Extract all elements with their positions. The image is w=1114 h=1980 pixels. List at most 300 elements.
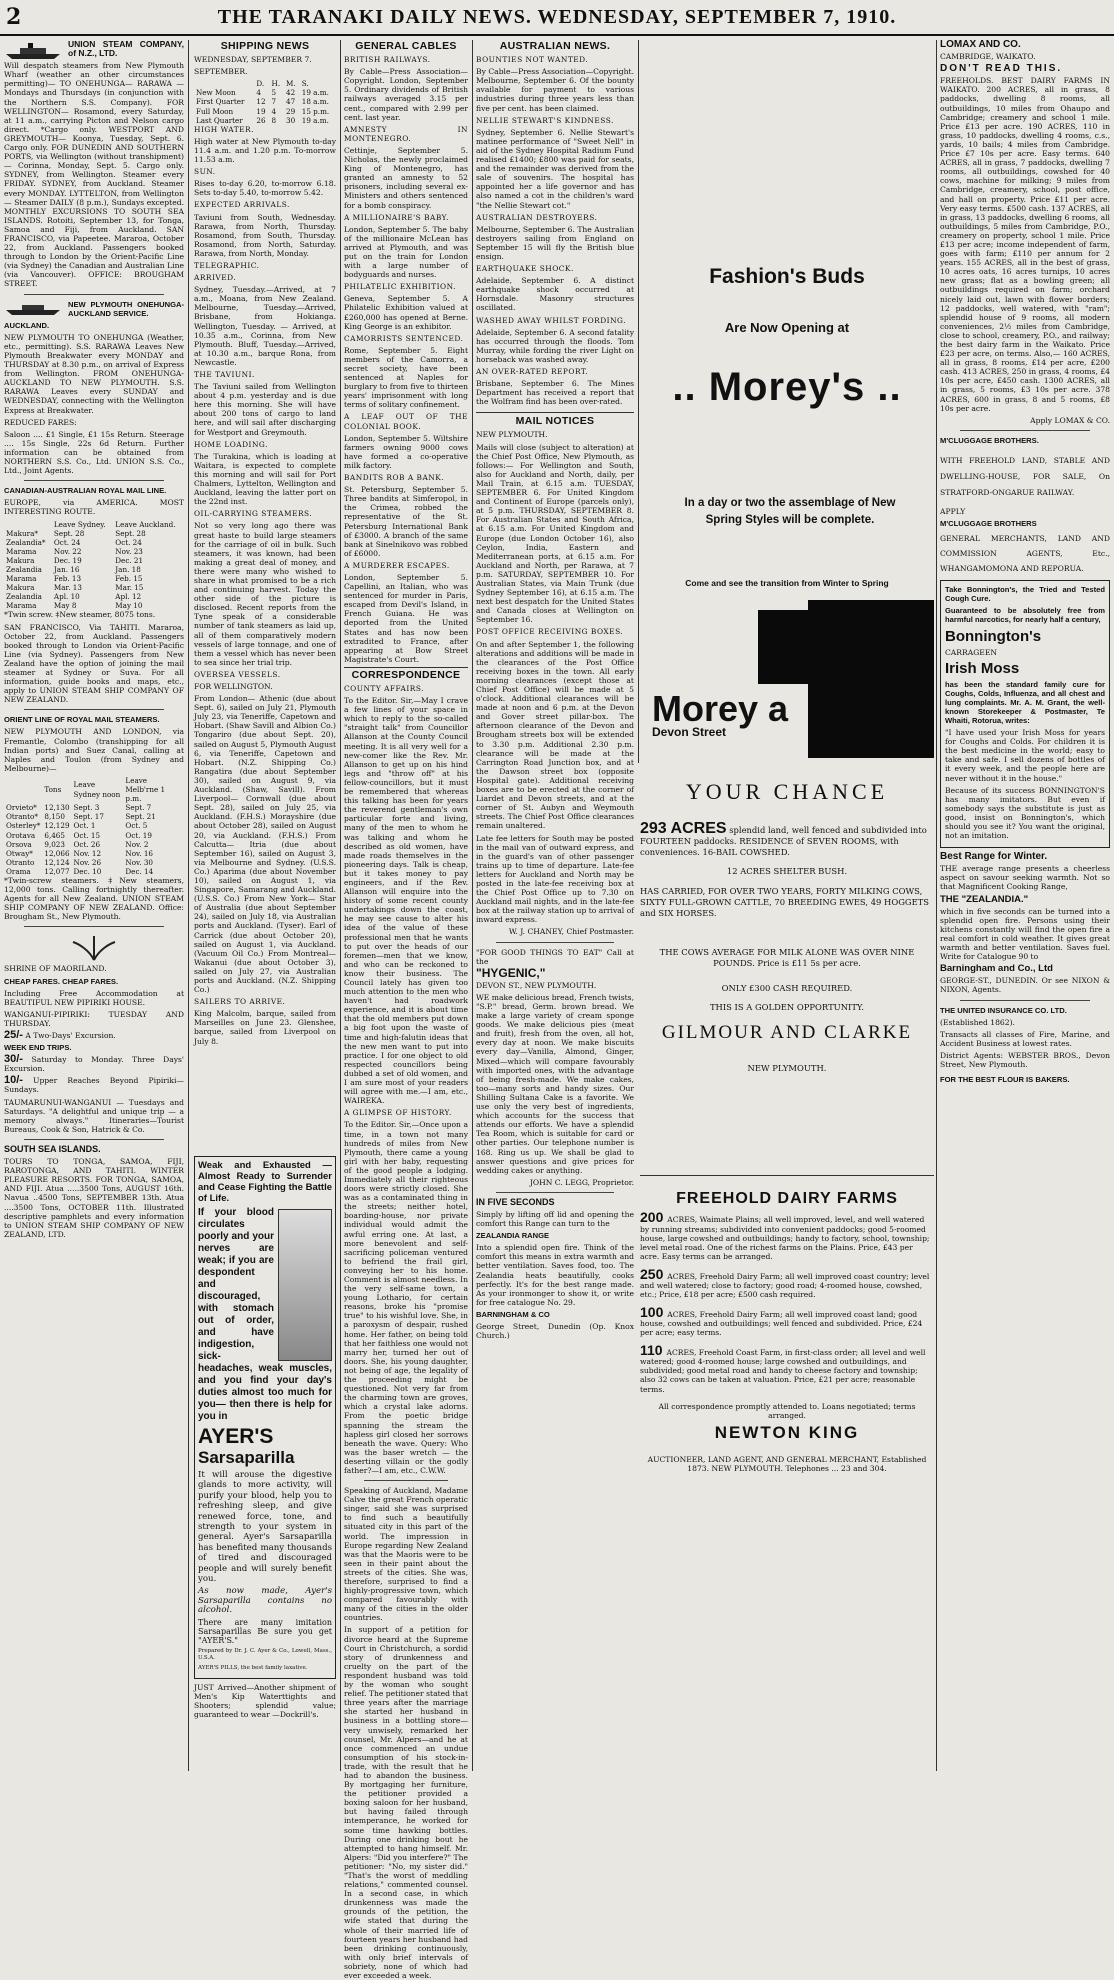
zeal-firm: Barningham and Co., Ltd <box>940 963 1053 975</box>
table-cell: 12,129 <box>44 821 70 831</box>
table-cell: Orsova <box>6 839 32 849</box>
mcl-head: M'CLUGGAGE BROTHERS. <box>940 435 1039 445</box>
leaf-body: London, September 5. Wiltshire farmers owning 9000 cows have formed a co-operative milk factory. <box>344 433 468 470</box>
phil-head: PHILATELIC EXHIBITION. <box>344 282 456 292</box>
freehold-description: ACRES, Freehold Coast Farm, in first-class order; all level and well watered; good 4-roomed house; large cowshed and outbuildings, and subdivided; good metal road and handy to cheese factory and township; also 32 cows can be taken at valuation. Price, £21 per acre; reasonable terms. <box>640 1347 926 1394</box>
oil-body: Not so very long ago there was great haste to build large steamers for the carriage of oil in bulk. Such steamers, it was known, had been making a great deal of money, and there were many who wished to share in what promised to be a rich and continuing harvest. Today the other side of the picture is disclosed. Recent reports from the Tyne speak of a considerable number of tank steamers as laid up, all of them comparatively modern vessels of large tonnage, and one of them a vessel which has never been to sea since her trial trip. <box>194 521 336 667</box>
table-cell: Apl. 12 <box>115 592 142 602</box>
zeal-body: THE average range presents a cheerless aspect on savour seeking warmth. Not so that Magnificent Cooking Range, <box>940 864 1110 892</box>
list-item <box>640 1303 934 1338</box>
mail-sub: NEW PLYMOUTH. <box>476 430 548 440</box>
column-shipping-news <box>194 40 336 1149</box>
list-item <box>640 1265 934 1300</box>
ins-body: Transacts all classes of Fire, Marine, and Accident Business at lowest rates. <box>940 1029 1110 1048</box>
table-cell: Sept. 28 <box>53 528 85 538</box>
table-cell: Apl. 10 <box>53 592 80 602</box>
table-cell: Zealandia <box>6 592 42 602</box>
table-cell: Mar. 13 <box>53 583 82 593</box>
table-cell: Osterley* <box>6 821 41 831</box>
range-addr: George Street, Dunedin (Op. Knox Church.) <box>476 1322 634 1341</box>
table-row <box>4 565 184 574</box>
orient-schedule-table <box>4 776 184 876</box>
table-cell: Makura* <box>6 528 38 538</box>
box-body: On and after September 1, the following alterations and additions will be made in the clearances of the Post Office receiving boxes in the town. All early morning clearances (except those at Chief Post Office) will be made at 5 o'clock. Additional clearances will be made at noon and 6 p.m. at the Devon and Gover street pillar-box. The afternoon clearance of the Devon and Brougham streets box will be extended to 3.30 p.m. Additional 2.30 p.m. clearance will be made at the Carrington Road Junction box, and at the Dawson street box (opposite Hospital gate). Additional receiving boxes are to be erected at the corner of Liardet and Devon streets, and at the corner of St. Aubyn and Weymouth streets. The Chief Post Office clearances remain unaltered. <box>476 639 634 831</box>
table-cell: 15 p.m. <box>301 106 330 116</box>
ayer-brand1: AYER'S <box>198 1425 274 1448</box>
table-cell: Sept. 17 <box>73 812 104 822</box>
table-header-row <box>4 776 184 803</box>
bon-body2: has been the standard family cure for Coughs, Colds, Influenza, and all chest and lung complaints. Mr. A. M. Grant, the well-known Storekeeper & Postmaster, Te Whaiti, Rotorua, writes: <box>945 679 1105 725</box>
arrived-head: ARRIVED. <box>194 273 237 283</box>
table-cell: Makura <box>6 583 35 593</box>
table-row <box>194 97 336 106</box>
table-row <box>194 88 336 97</box>
table-row <box>4 858 184 867</box>
table-cell: Sept. 3 <box>73 803 100 813</box>
table-row <box>4 574 184 583</box>
ins-agents: District Agents: WEBSTER BROS., Devon Street, New Plymouth. <box>940 1050 1110 1069</box>
oil-head: OIL-CARRYING STEAMERS. <box>194 509 313 519</box>
freehold-agent-sub: AUCTIONEER, LAND AGENT, AND GENERAL MERCHANT, Established 1873. NEW PLYMOUTH. Telephones ... 23 and 304. <box>647 1454 927 1473</box>
chance-head: YOUR CHANCE <box>685 779 889 804</box>
table-cell: Oct. 24 <box>115 537 142 547</box>
glimpse-body: To the Editor. Sir,—Once upon a time, in a town not many hundreds of miles from New Plymouth, there came a young girl with her baby, requesting of the good people a lodging. Immediately all their righteous doors were strictly closed. She was as a contaminated thing in the streets; neither hotel, boarding-house, nor private individual would admit the awful erring one. At last, a more benevolent and self-sacrificing policeman ventured to befriend the frail girl, conveying her to his home. Comment is almost needless. In the very self-same town, a young Lothario, for certain reasons, broke his "promise true" to his wishful love. She, in a paroxysm of despair, rushed home. Her father, on being told that her faithless one would not marry her, turned her out of doors. She, his young daughter, not being of age, the legality of the proceeding might be questioned. Not very far from the charming town are groves, which a crystal lake adorns. From the poetic bridge spanning the stream the hapless girl closed her sorrows beneath the wave. Query: Who was the baser wretch — the deserting villain or the godly father?—I am, etc., C.W.W. <box>344 1120 468 1475</box>
table-cell: Orotava <box>6 830 36 840</box>
sseas-head: SOUTH SEA ISLANDS. <box>4 1143 101 1154</box>
wang-price: 25/- <box>4 1029 23 1041</box>
ford-head: WASHED AWAY WHILST FORDING. <box>476 315 627 325</box>
table-cell: Zealandia* <box>6 537 46 547</box>
bon-body: Guaranteed to be absolutely free from harmful narcotics, for nearly half a century, <box>945 606 1105 625</box>
cheap-head: CHEAP FARES. CHEAP FARES. <box>4 976 119 986</box>
table-header-cell <box>194 79 254 88</box>
table-cell: Jan. 18 <box>115 564 141 574</box>
chance-firm-addr: NEW PLYMOUTH. <box>747 1062 827 1073</box>
correspondence-head: CORRESPONDENCE <box>344 667 468 680</box>
table-cell: 7 <box>271 97 277 107</box>
table-cell: New Moon <box>196 88 236 98</box>
band-head: BANDITS ROB A BANK. <box>344 473 445 483</box>
freehold-footer: All correspondence promptly attended to. Loans negotiated; terms arranged. <box>658 1402 916 1421</box>
table-cell: 12,077 <box>44 866 70 876</box>
table-cell: Orvieto* <box>6 803 37 813</box>
table-cell: 8,150 <box>44 812 65 822</box>
table-cell: Dec. 19 <box>53 555 82 565</box>
lomax-sub: CAMBRIDGE, WAIKATO. <box>940 52 1036 62</box>
quake-body: Adelaide, September 6. A distinct earthquake shock occurred at Hornsdale. Masonry structures oscillated. <box>476 276 634 313</box>
table-cell: Dec. 14 <box>125 866 154 876</box>
chance-body2: HAS CARRIED, FOR OVER TWO YEARS, FORTY MILKING COWS, SIXTY FULL-GROWN CATTLE, 70 BREEDING EWES, 49 HOGGETS and SIX HORSES. <box>640 885 930 918</box>
table-cell: 12 <box>256 97 266 107</box>
table-cell: First Quarter <box>196 97 245 107</box>
table-row <box>4 812 184 821</box>
table-cell: 30 <box>286 115 296 125</box>
ayer-note4: AYER'S PILLS, the best family laxative. <box>198 1665 308 1672</box>
chance-body1: splendid land, well fenced and subdivided into FOURTEEN paddocks. RESIDENCE of SEVEN ROOMS, with conveniences. 16-BAIL COWSHED. <box>640 825 927 857</box>
table-cell: 12,066 <box>44 848 70 858</box>
murd-head: A MURDERER ESCAPES. <box>344 560 450 570</box>
bon-quote: "I have used your Irish Moss for years for Coughs and Colds. For children it is the best medicine in the world; easy to take and safe. I sell dozens of bottles of it every week, and the people here are never without it in the house." <box>945 728 1105 783</box>
chance-acres: 293 ACRES <box>640 820 727 837</box>
table-header-cell: Leave Sydney. <box>53 519 106 529</box>
table-cell: Nov. 16 <box>125 848 153 858</box>
table-row <box>4 803 184 812</box>
trip1-text: Saturday to Monday. Three Days' Excursion. <box>4 1055 184 1074</box>
freehold-description: ACRES, Freehold Dairy Farm; all well improved coast country; level and well watered; close to factory; good road; 4-roomed house, cowshed, etc.; Price, £18 per acre; £500 cash required. <box>640 1271 930 1300</box>
table-cell: Dec. 10 <box>73 866 102 876</box>
table-row <box>194 107 336 116</box>
table-cell: 42 <box>286 88 296 98</box>
hyg-body: WE make delicious bread, French twists, "S.P." bread, Germ. brown bread. We make a large variety of cream sponge goods. We make delicious pies (meat and fruit), fresh from the oven, all hot, every day at noon. We make biscuits every day—Vanilla, Almond, Ginger, Mixed—which will compare favourably with imported ones, with the advantage of being fresh-made. We make cakes, too—many sorts and handy sizes. Our Shilling Sultana Cake is a favorite. We use only the very best of ingredients, which accounts for the success that attends our efforts. We have a splendid Tea Room, which is suitable for card or other parties. Our telephone number is 168. Ring us up. We shall be glad to answer questions and give prices for wedding cakes or anything. <box>476 992 634 1175</box>
arr-head: EXPECTED ARRIVALS. <box>194 200 290 210</box>
table-cell: 47 <box>286 97 296 107</box>
freehold-description: ACRES, Freehold Dairy Farm; all well improved coast land; good house, cowshed and outbuildings; well fenced and subdivided. Price, £24 per acre; easy terms. <box>640 1309 923 1338</box>
table-cell: Nov. 2 <box>125 839 149 849</box>
table-cell: Otranto <box>6 857 35 867</box>
range-body: Simply by lifting off lid and opening the comfort this Range can turn to the <box>476 1209 634 1229</box>
nell-head: NELLIE STEWART'S KINDNESS. <box>476 115 614 125</box>
column-rule <box>936 40 937 1771</box>
orient-body: NEW PLYMOUTH AND LONDON, via Fremantle, Colombo (transhipping for all Indian ports) and Suez Canal, calling at Naples and Toulon (from Sydney and Melbourne)— <box>4 727 184 773</box>
mail-body: Mails will close (subject to alteration) at the Chief Post Office, New Plymouth, as follows:— For Wellington and South, also for Auckland and North, daily, per Mail Train, at 6.15 a.m. TUESDAY, SEPTEMBER 6. For United Kingdom and Continent of Europe (parcels only), at 5 p.m. THURSDAY, SEPTEMBER 8. For Australian States and South Africa, at 6.15 a.m. For United Kingdom and Europe (due London October 16), also Ceylon, India, Eastern and Mediterranean ports, at 6.15 a.m. For Auckland and North, per Rarawa, at 7 p.m. SATURDAY, SEPTEMBER 10. For Australian States, via Main Trunk (due Sydney September 16), at 6.15 a.m. The next best despatch for the United States and Canada closes at Wellington on September 16. <box>476 442 634 625</box>
arr-body: Taviuni from South, Wednesday. Rarawa, from North, Thursday. Rosamond, from South, Thursday. Rosamond, from North, Saturday. Rarawa, from North, Monday. <box>194 212 336 258</box>
freehold-agent: NEWTON KING <box>714 1423 860 1443</box>
moon-phase-table <box>194 79 336 124</box>
canadian-schedule-table <box>4 520 184 611</box>
redacted-block <box>808 600 934 758</box>
table-cell: Nov. 12 <box>73 848 102 858</box>
morey-line4: Come and see the transition from Winter to Spring <box>685 578 889 588</box>
hw-head: HIGH WATER. <box>194 124 254 134</box>
morey-line2: Are Now Opening at <box>724 320 850 335</box>
steamer-icon <box>4 300 64 316</box>
orient-head: ORIENT LINE OF ROYAL MAIL STEAMERS. <box>4 715 160 725</box>
australian-news-head: AUSTRALIAN NEWS. <box>499 40 611 52</box>
morey-street: Devon Street <box>652 725 727 739</box>
chance-gold: THIS IS A GOLDEN OPPORTUNITY. <box>709 1002 865 1013</box>
brit-body: By Cable—Press Association—Copyright. London, September 5. Ordinary dividends of British railways averaged 3.15 per cent., compared with 2.99 per cent. last year. <box>344 67 468 122</box>
ins-head: THE UNITED INSURANCE CO. LTD. <box>940 1005 1067 1015</box>
table-row <box>4 556 184 565</box>
table-row <box>4 601 184 610</box>
dockrill-notice: JUST Arrived—Another shipment of Men's Kip Waterttights and Shooters; splendid value; guaranteed to wear —Dockrill's. <box>194 1683 336 1720</box>
moon-head: SEPTEMBER. <box>194 67 248 77</box>
freehold-head: FREEHOLD DAIRY FARMS <box>676 1190 898 1207</box>
home-body: The Turakina, which is loading at Waitara, is expected to complete this morning and will sail for Port Chalmers, Lyttelton, Wellington and Auckland, leaving the latter port on the 22nd inst. <box>194 451 336 507</box>
table-cell: Nov. 26 <box>73 857 102 867</box>
freehold-acres: 100 <box>640 1303 668 1320</box>
freehold-acres: 110 <box>640 1341 667 1358</box>
table-cell: 4 <box>256 88 261 98</box>
column-rule <box>188 40 189 1771</box>
zeal-head: Best Range for Winter. <box>940 851 1048 863</box>
table-header-cell: Leave Sydney noon <box>73 780 121 799</box>
range-body2: Into a splendid open fire. Think of the comfort this means in extra warmth and better ventilation. Saves food, too. The Zealandia heats beautifully, cooks perfectly. It's for the best range made. As your ironmonger to show it, or write for free catalogue No. 29. <box>476 1243 634 1307</box>
lomax-dont: DON'T READ THIS. <box>940 63 1063 75</box>
table-cell: Zealandia <box>6 564 42 574</box>
zeal-body2: which in five seconds can be turned into a splendid open fire. Persons using their kitchens constantly will find the open fire a real comfort in cold weather. It gives great warmth and better ventilation. Saves fuel. Write for Catalogue 90 to <box>940 906 1110 962</box>
column-general-cables <box>344 40 468 1980</box>
dest-head: AUSTRALIAN DESTROYERS. <box>476 212 598 222</box>
table-row <box>4 547 184 556</box>
cam-head: CAMORRISTS SENTENCED. <box>344 333 464 343</box>
chance-firm: GILMOUR AND CLARKE <box>661 1021 913 1043</box>
shipping-date: WEDNESDAY, SEPTEMBER 7. <box>194 55 312 65</box>
table-header-cell: S. <box>301 79 309 89</box>
mcl-body: WITH FREEHOLD LAND, STABLE AND DWELLING-HOUSE, FOR SALE, On STRATFORD-ONGARUE RAILWAY. <box>940 455 1110 497</box>
table-cell: Last Quarter <box>196 115 243 125</box>
table-cell: Sept. 21 <box>125 812 156 822</box>
leaf-head: A LEAF OUT OF THE COLONIAL BOOK. <box>344 412 468 431</box>
trip1-price: 30/- <box>4 1053 23 1066</box>
table-cell: 18 a.m. <box>301 97 329 107</box>
amn-body: Cettinje, September 5. Nicholas, the newly proclaimed King of Montenegro, has granted an amnesty to 52 prisoners, including several ex-Ministers and others sentenced for a bomb conspiracy. <box>344 145 468 210</box>
lomax-body: FREEHOLDS. BEST DAIRY FARMS IN WAIKATO. 200 ACRES, all in grass, 8 paddocks, dwelling 8 rooms, all outbuildings, 10 miles from Ohaupo and Cambridge; creamery and school 1 mile. Price £13 per acre. 190 ACRES, 110 in grass, 10 paddocks, dwelling 4 rooms, c.s., yards, 10 bails; 4 miles from Cambridge. Price £7 10s per acre. Easy terms. 640 ACRES, all in grass, 7 paddocks, dwelling 7 rooms, all outbuildings, cowshed for 40 cows, machine for milking; 9 miles from Cambridge, creamery, school, post office, and hall on property. Price £11 per acre. Very easy terms. £500 cash. 137 ACRES, all in grass, 13 paddocks, dwelling 6 rooms, all outbuildings, 5 miles from Cambridge, P.O., creamery on property, school 1 mile. Price £13 per acre; income independent of farm, goes with farm; £110 per annum for 2 years. 155 ACRES, all in the best of grass, 10 acres oats, 16 acres turnips, 10 acres new grass; flat as a bowling green; all outbuildings required on farm; orchard nicely laid out, lawn with flower borders; 12 paddocks, well watered, with "ram"; splendid house of 9 rooms, all modern conveniences, 2½ miles from Cambridge, close to school, creamery, P.O., and railway; the best dairy farm in the Waikato. Price £23 per acre, on terms. Also,— 160 ACRES, all in grass, 8 rooms, £14 per acre, £200 cash. 413 ACRES, 250 in grass, 4 rooms, £4 10s per acre, £450 cash. 1300 ACRES, all in grass, 5 rooms, £3 10s per acre. 378 ACRES, 600 in grass, 8 and 5 rooms, £8 10s per acre. <box>940 76 1110 413</box>
hyg-addr: DEVON ST., NEW PLYMOUTH. <box>476 980 597 990</box>
bount-head: BOUNTIES NOT WANTED. <box>476 55 589 65</box>
table-row <box>4 867 184 876</box>
general-cables-head: GENERAL CABLES <box>355 40 457 52</box>
freehold-acres: 250 <box>640 1265 668 1282</box>
ins-est: (Established 1862). <box>940 1017 1015 1027</box>
county-head: COUNTY AFFAIRS. <box>344 684 424 693</box>
overseas-body: From London— Athenic (due about Sept. 6), sailed on July 21, Plymouth July 23, via Teneriffe, Capetown and Hobart. (Shaw Savill and Albion Co.) Tongariro (due about Sept. 20), sailed on August 5, Plymouth August 6, via Teneriffe, Capetown and Hobart. (N.Z. Shipping Co.) Rangatira (due about September 30), sailed on August 9, via Auckland. (Shaw, Savill). From Liverpool— Cornwall (due about Sept. 28), sailed on July 25, via Auckland. (F.H.S.) Morayshire (due about October 28), sailed on August 20, via Auckland. (F.H.S.) From Calcutta— Itria (due about September 16), sailed on August 3, via Melbourne and Sydney. (U.S.S. Co.) Aparima (due about November 10), sailed on August 1, via Singapore, Samarang and Auckland. (U.S.S. Co.) From New York— Star of Australia (due about September 24), sailed on July 18, via Australian ports and Auckland. (Tyser). Earl of Carrick (due about October 20), sailed on August 1, via Auckland. (Vacuum Oil Co.) From Montreal— Wakanui (due about October 3), sailed on July 27, via Australian ports and Auckland. (N.Z. Shipping Co.) <box>194 694 336 995</box>
table-row <box>4 592 184 601</box>
ford-body: Adelaide, September 6. A second fatality has occurred through the floods. Tom Murray, while fording the river Light on horseback was washed away. <box>476 327 634 364</box>
trip2-price: 10/- <box>4 1074 23 1087</box>
sun-body: Rises to-day 6.20, to-morrow 6.18. Sets to-day 5.40, to-morrow 5.42. <box>194 179 336 198</box>
hyg-name: "HYGENIC," <box>476 965 546 980</box>
table-cell: Oct. 26 <box>73 839 101 849</box>
canadian-head: CANADIAN-AUSTRALIAN ROYAL MAIL LINE. <box>4 486 167 496</box>
table-cell: 6,465 <box>44 830 65 840</box>
late-body: Late fee letters for South may be posted in the mail van of outward express, and in the guard's van of other passenger trains up to time of departure. Late-fee letters for Auckland and North may be posted in the late-fee receiving box at the Chief Post Office up to 7.30 on Auckland mail nights, and in the late-fee box at the railway station up to arrival of inward express. <box>476 833 635 925</box>
cheap-body: Including Free Accommodation at BEAUTIFUL NEW PIPIRIKI HOUSE. <box>4 988 184 1007</box>
dest-body: Melbourne, September 6. The Australian destroyers sailing from England on September 15 will fly the British blue ensign. <box>476 224 634 261</box>
table-header-cell: M. <box>286 79 296 89</box>
range-signature: BARNINGHAM & CO <box>476 1309 550 1319</box>
lomax-head: LOMAX AND CO. <box>940 39 1021 50</box>
table-cell: 26 <box>256 115 266 125</box>
hyg-signature: JOHN C. LEGG, Proprietor. <box>529 1177 634 1187</box>
table-cell: May 8 <box>53 601 77 611</box>
range-name: ZEALANDIA RANGE <box>476 1231 550 1241</box>
sun-head: SUN. <box>194 167 216 177</box>
lomax-apply: Apply LOMAX & CO. <box>1030 415 1110 425</box>
your-chance-advertisement <box>640 770 934 1170</box>
table-cell: Sept. 28 <box>115 528 146 538</box>
uss-body: Will despatch steamers from New Plymouth Wharf (weather an other circumstances permitting)— TO ONEHUNGA— RARAWA — Mondays and Thursdays (in conjunction with the Northern S.S. Company). FOR WELLINGTON— Rosamond, every Saturday, at 11 a.m., carrying Picton and Nelson cargo direct. *Cargo only. WESTPORT AND GREYMOUTH— Koonya, Tuesday, Sept. 6. Cargo only. FOR DUNEDIN AND SOUTHERN PORTS, via Wellington (without transhipment)— Corinna, Monday, Sept. 5. Cargo only. SYDNEY, from Wellington. Steamer every FRIDAY. SYDNEY, from Auckland. Steamer every MONDAY. LYTTELTON, from Wellington— Steamer DAILY (8 p.m.), Sundays excepted. MONTHLY EXCURSIONS TO SOUTH SEA ISLANDS. Rotoiti, September 13, for Tonga, Samoa and Fiji, from Auckland. SAN FRANCISCO, via Papeetee. Mararoa, October 22, from Auckland. Passengers booked through to London by the Orient-Pacific Line (via Sydney) the Canadian and Australian Line (via Vancouver). OFFICE: BROUGHAM STREET. <box>4 61 184 289</box>
bon-sub: CARRAGEEN <box>945 647 998 657</box>
masthead <box>0 0 1114 36</box>
morey-line1: Fashion's Buds <box>709 265 865 288</box>
hyg-head: "FOR GOOD THINGS TO EAT" Call at the <box>476 947 634 966</box>
ayers-advertisement <box>194 1152 336 1773</box>
column-rule <box>638 40 639 763</box>
table-header-row <box>194 79 336 88</box>
table-cell: Oct. 19 <box>125 830 152 840</box>
table-row <box>4 840 184 849</box>
county-body: To the Editor. Sir,—May I crave a few lines of your space in which to reply to the so-called "straight talk" from Councillor Allanson at the County Council meeting. It is all very well for a new-comer like the Rev. Mr. Allanson to get up on his hind legs and "throw off" at his fellow-councillors, but it must be remembered that whereas this talking has been for years the reverend gentleman's own particular forte and living, many of the men to whom he was talking and whom he described as old women, have made roads themselves in the pioneering days. Talk is cheap, but it takes money to pay engineers, and if the Rev. Allanson will enquire into the history of some recent county undertakings down the coast, he may see cause to alter his idea of the value of these professional men that he wants to put over the heads of our foremen—men that we know, and who can be reckoned to know their business. The Council lately has given too much attention to the men who haven't had roadwork experience, and it is about time that the old members put down a big foot upon the waste of time and high-falutin ideas that the new men want to put into practice. I for one object to old respected councillors being dubbed a set of old women, and I am sure most of your readers will agree with me.—I am, etc., WAIREKA. <box>344 696 468 1106</box>
quake-head: EARTHQUAKE SHOCK. <box>476 264 574 274</box>
brit-head: BRITISH RAILWAYS. <box>344 55 431 65</box>
table-header-cell <box>4 776 42 803</box>
table-cell: Feb. 13 <box>53 574 82 584</box>
bonningtons-advertisement <box>940 580 1110 848</box>
weekend-head: WEEK END TRIPS. <box>4 1043 72 1053</box>
taviuni-body: The Taviuni sailed from Wellington about 4 p.m. yesterday and is due here this morning. She will have about 200 tons of cargo to land here, and will sail after discharging for Westport and Greymouth. <box>194 382 336 437</box>
phil-body: Geneva, September 5. A Philatelic Exhibition valued at £260,000 has opened at Berne. King George is an exhibitor. <box>344 294 468 331</box>
ayer-note2: There are many imitation Sarsaparillas Be sure you get "AYER'S." <box>198 1617 332 1645</box>
table-header-row <box>4 520 184 529</box>
table-header-cell: Leave Melb'rne 1 p.m. <box>125 775 166 804</box>
table-cell: Marama <box>6 574 37 584</box>
table-cell: 4 <box>271 106 277 116</box>
fares-body: Saloon .... £1 Single, £1 15s Return. Steerage .... 15s Single, 22s 6d Return. Further information can be obtained from NORTHERN S.S. Co., Ltd. UNION S.S. Co., Ltd., Joint Agents. <box>4 429 184 476</box>
murd-body: London, September 5. Capellini, an Italian, who was sentenced for murder in Paris, escaped from Devil's Island, in French Guiana. He was deported from the United States and has now been extradited to France, after appearing at Bow Street Magistrate's Court. <box>344 572 468 664</box>
woman-illustration <box>278 1209 332 1361</box>
tel-head: TELEGRAPHIC. <box>194 260 260 270</box>
canadian-note: *Twin screw. ‡New steamer, 8075 tons. <box>4 610 156 620</box>
newspaper-title: THE TARANAKI DAILY NEWS. WEDNESDAY, SEPTEMBER 7, 1910. <box>217 6 897 28</box>
calve-body: Speaking of Auckland, Madame Calve the great French operatic singer, said she was surprised to find such a beautifully situated city in this part of the world. The impression in Europe regarding New Zealand was that the Maoris were to be seen in their paint about the streets of the cities. She was, therefore, surprised to find a highly-progressive town, which compared favourably with many of the cities in the older countries. <box>344 1486 468 1623</box>
table-header-cell: Leave Auckland. <box>115 519 176 529</box>
table-cell: 5 <box>271 88 277 98</box>
morey-name: .. Morey's .. <box>672 365 902 409</box>
zeal-addr: GEORGE-ST., DUNEDIN. Or see NIXON & NIXON, Agents. <box>940 976 1110 995</box>
ayer-note1: As now made, Ayer's Sarsaparilla contains no alcohol. <box>198 1586 332 1615</box>
table-row <box>4 583 184 592</box>
arrived-body: Sydney, Tuesday.—Arrived, at 7 a.m., Moana, from New Zealand. Melbourne, Tuesday.—Arrived, Brisbane, from Hokianga. Wellington, Tuesday. — Arrived, at 10.35 a.m., Corinna, from New Plymouth. Bluff, Tuesday.—Arrived, at 10.30 a.m., barque Rona, from Newcastle. <box>194 285 336 367</box>
wang-line: A Two-Days' Excursion. <box>25 1031 116 1040</box>
column-rule <box>472 40 473 1771</box>
over-head: AN OVER-RATED REPORT. <box>476 367 589 376</box>
table-header-cell: D. <box>256 79 265 89</box>
bon-name: Bonnington's <box>945 627 1042 645</box>
divorce-body: In support of a petition for divorce heard at the Supreme Court in Christchurch, a sordid story of drunkenness and cruelty on the part of the respondent husband was told by the woman who sought relief. The petitioner stated that three years after the marriage she started her husband in business in a bottling store—very unwisely, remarked her counsel, Mr. Alpers—and he at once commenced an undue consumption of his stock-in-trade, with the result that he had to abandon the business. By mortgaging her furniture, the petitioner provided a boxing saloon for her husband, but having failed through intemperance, he worked for some time hawking bottles. During one drinking bout he attempted to hang himself. Mr. Alpers: "Did you interfere?" The petitioner: "No, my sister did." "That's the worst of meddling relations," commented counsel. In a second case, in which drunkenness was made the grounds of the petition, the wife stated that during the whole of their married life of fourteen years her husband had been drinking continuously, with only brief intervals of sobriety, none of which had ever exceeded a week. <box>344 1625 468 1980</box>
nell-body: Sydney, September 6. Nellie Stewart's matinee performance of "Sweet Nell" in aid of the Sydney Hospital Radium Fund realised £1400; £800 was paid for seats, and the remainder was derived from the sale of souvenirs. The hospital has appointed her a life governor and has also named a cot in the children's ward "the Nellie Stewart cot." <box>476 127 634 210</box>
table-row <box>4 821 184 830</box>
table-cell: Nov. 22 <box>53 546 82 556</box>
list-item <box>640 1209 934 1262</box>
amn-head: AMNESTY IN MONTENEGRO. <box>344 124 468 143</box>
wang2-body: TAUMARUNUI-WANGANUI — Tuesdays and Saturdays. "A delightful and unique trip — a memory always." Itineraries—Tourist Bureaus, Cook & Son, Hatrick & Co. <box>4 1097 184 1134</box>
table-cell: 9,023 <box>44 839 65 849</box>
freehold-list <box>640 1209 934 1394</box>
bon-head: Take Bonnington's, the Tried and Tested Cough Cure. <box>945 585 1105 604</box>
column-australian-news <box>476 40 634 1773</box>
wang-head: WANGANUI-PIPIRIKI: TUESDAY AND THURSDAY. <box>4 1009 184 1028</box>
fern-icon <box>69 932 119 962</box>
ayer-body2: It will arouse the digestive glands to more activity, will purify your blood, help you to refreshing sleep, and give renewed force, tone, and strength to your system in general. Ayer's Sarsaparilla has benefited many thousands of tired and discouraged people and will surely benefit you. <box>198 1470 332 1585</box>
chance-cash: ONLY £300 CASH REQUIRED. <box>721 982 853 993</box>
baby-head: A MILLIONAIRE'S BABY. <box>344 212 449 222</box>
cam-body: Rome, September 5. Eight members of the Camorra, a secret society, have been sentenced at Naples for burglary to from five to thirteen years' imprisonment with long terms of solitary confinement. <box>344 345 468 410</box>
table-cell: Nov. 30 <box>125 857 153 867</box>
table-cell: Orama <box>6 866 31 876</box>
overseas-head: OVERSEA VESSELS. <box>194 669 281 679</box>
table-header-cell <box>4 520 52 529</box>
mcl-name: M'CLUGGAGE BROTHERS <box>940 519 1037 529</box>
table-header-cell: Tons <box>44 785 62 795</box>
table-cell: Sept. 7 <box>125 803 152 813</box>
np-body: NEW PLYMOUTH TO ONEHUNGA (Weather, etc., permitting). S.S. RARAWA Leaves New Plymouth Breakwater every MONDAY and THURSDAY at 8.30 p.m., on arrival of Express from Wellington. FROM ONEHUNGA-AUCKLAND TO NEW PLYMOUTH. S.S. RARAWA Leaves every SUNDAY and WEDNESDAY, connecting with the Wellington Express at Breakwater. <box>4 332 184 415</box>
table-cell: 19 <box>256 106 266 116</box>
sseas-body: TOURS TO TONGA, SAMOA, FIJI, RAROTONGA, AND TAHITI. WINTER PLEASURE RESORTS. FOR TONGA, SAMOA, AND FIJI. Atua .....3500 Tons, AUGUST 16th. Navua ..4500 Tons, SEPTEMBER 13th. Atua ....3500 Tons, OCTOBER 11th. Illustrated descriptive pamphlets and every information to UNION STEAM SHIP COMPANY OF NEW ZEALAND, LTD. <box>4 1157 184 1239</box>
np-auckland: AUCKLAND. <box>4 320 50 330</box>
table-cell: Oct. 5 <box>125 821 148 831</box>
ferns-head: SHRINE OF MAORILAND. <box>4 964 107 974</box>
band-body: St. Petersburg, September 5. Three bandits at Simferopol, in the Crimea, robbed the representative of the St. Petersburg International Bank of £3000. A branch of the same bank at Sinelnikovo was robbed of £6000. <box>344 485 468 558</box>
table-cell: Mar. 15 <box>115 583 144 593</box>
morey-line3: In a day or two the assemblage of New Spring Styles will be complete. <box>684 497 896 526</box>
table-row <box>4 538 184 547</box>
freehold-description: ACRES, Waimate Plains; all well improved, level, and well watered by running streams; subdivided into convenient paddocks; good 5-roomed house, large cowshed and outbuildings; handy to factory, school, township; level metal road. One of the richest farms on the Plains. Price, £43 per acre. Easy terms can be arranged. <box>640 1215 930 1262</box>
table-cell: 12,130 <box>44 803 70 813</box>
shipping-news-head: SHIPPING NEWS <box>220 40 310 52</box>
table-row <box>4 849 184 858</box>
hw-body: High water at New Plymouth to-day 11.4 a.m. and 1.20 p.m. To-morrow 11.53 a.m. <box>194 136 336 165</box>
freehold-acres: 200 <box>640 1209 668 1226</box>
table-cell: Oct. 15 <box>73 830 101 840</box>
sf-body: SAN FRANCISCO, Via TAHITI. Mararoa, October 22, from Auckland. Passengers booked through to London via Orient-Pacific Line (via Sydney). Passengers from New Zealand have the option of joining the mail steamer at Sydney or Suva. For all information, guide books and maps, etc., apply to UNION STEAM SHIP COMPANY OF NEW ZEALAND. <box>4 622 184 705</box>
ayer-head: Weak and Exhausted — Almost Ready to Surrender and Cease Fighting the Battle of Life. <box>198 1160 332 1204</box>
mail-notices-head: MAIL NOTICES <box>476 412 634 426</box>
table-cell: Marama <box>6 546 37 556</box>
table-row <box>194 116 336 125</box>
glimpse-head: A GLIMPSE OF HISTORY. <box>344 1108 452 1118</box>
home-head: HOME LOADING. <box>194 439 268 449</box>
box-head: POST OFFICE RECEIVING BOXES. <box>476 627 624 637</box>
list-item <box>640 1341 934 1394</box>
table-cell: Full Moon <box>196 106 234 116</box>
table-cell: Otranto* <box>6 812 38 822</box>
column-rule <box>340 40 341 1771</box>
table-cell: Oct. 24 <box>53 537 81 547</box>
ayer-note3: Prepared by Dr. J. C. Ayer & Co., Lowell, Mass., U.S.A. <box>198 1648 332 1662</box>
bottom-line: FOR THE BEST FLOUR IS BAKERS. <box>940 1075 1070 1085</box>
table-cell: Otway* <box>6 848 33 858</box>
chance-body3: THE COWS AVERAGE FOR MILK ALONE WAS OVER NINE POUNDS. Price is £11 5s per acre. <box>659 946 915 968</box>
range-head: IN FIVE SECONDS <box>476 1196 555 1207</box>
table-header-cell: H. <box>271 79 281 89</box>
ayer-body1: If your blood circulates poorly and your nerves are weak; if you are despondent and discouraged, with stomach out of order, and have indigestion, sick-headaches, weak muscles, and you find your day's duties almost too much for you— then there is help for you in <box>198 1207 332 1422</box>
table-cell: Dec. 21 <box>115 555 144 565</box>
table-cell: 19 a.m. <box>301 115 329 125</box>
zeal-name: THE "ZEALANDIA." <box>940 893 1029 905</box>
fares-head: REDUCED FARES: <box>4 417 77 427</box>
mcl-apply: APPLY <box>940 506 966 516</box>
table-cell: 12,124 <box>44 857 70 867</box>
over-body: Brisbane, September 6. The Mines Department has received a report that the Wolfram find has been over-rated. <box>476 379 634 407</box>
orient-note: *Twin-screw steamers. ‡New steamers, 12,000 tons. Calling fortnightly thereafter. Agents for all New Zealand. UNION STEAM SHIP COMPANY OF NEW ZEALAND. Office: Brougham St., New Plymouth. <box>4 875 184 922</box>
table-cell: Feb. 15 <box>115 574 143 584</box>
table-row <box>4 529 184 538</box>
table-cell: 29 <box>286 106 296 116</box>
table-row <box>4 831 184 840</box>
ayer-brand2: Sarsaparilla <box>198 1448 295 1467</box>
table-cell: Makura <box>6 555 35 565</box>
table-cell: May 10 <box>115 601 143 611</box>
overseas-sub: FOR WELLINGTON. <box>194 682 273 691</box>
table-cell: Nov. 23 <box>115 546 143 556</box>
table-cell: 19 a.m. <box>301 88 329 98</box>
bon-foot: Because of its success BONNINGTON'S has many imitators. But even if somebody says the substitute is just as good, insist on Bonnington's, which should you see it? You want the original, not an imitation. <box>945 785 1105 841</box>
chance-shelter: 12 ACRES SHELTER BUSH. <box>726 866 848 877</box>
bon-name2: Irish Moss <box>945 659 1020 677</box>
sailers-head: SAILERS TO ARRIVE. <box>194 997 286 1007</box>
page-number: 2 <box>6 4 22 30</box>
